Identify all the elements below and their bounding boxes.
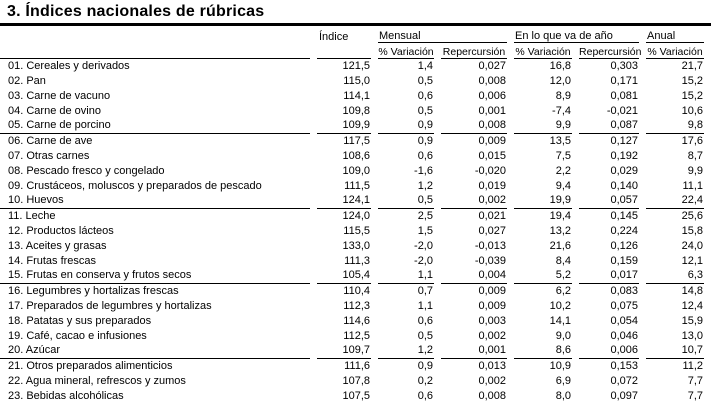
cell-anual-variacion: 15,2 [681, 75, 704, 87]
cell-ytd-variacion: 14,1 [549, 315, 572, 327]
cell-ytd-repercusion: 0,140 [610, 180, 639, 192]
subheader-indice-spacer [317, 43, 371, 59]
table-body [0, 59, 704, 404]
cell-indice: 109,9 [317, 119, 371, 134]
cell-anual-variacion: 11,1 [682, 180, 704, 192]
cell-ytd-repercusion: 0,046 [610, 330, 639, 342]
cell-ytd-variacion: 13,5 [549, 135, 572, 147]
row-label: 22. Agua mineral, refrescos y zumos [8, 375, 186, 387]
cell-mensual-variacion: 0,5 [417, 105, 433, 117]
table-row [0, 284, 704, 299]
cell-indice: 105,4 [317, 269, 371, 284]
row-label: 09. Crustáceos, moluscos y preparados de pescado [8, 180, 262, 192]
table-row [0, 239, 704, 254]
row-label: 23. Bebidas alcohólicas [8, 390, 124, 402]
cell-ytd-repercusion: 0,054 [610, 315, 639, 327]
row-label: 14. Frutas frescas [8, 255, 97, 267]
row-label: 03. Carne de vacuno [8, 90, 111, 102]
cell-ytd-variacion: 9,4 [555, 180, 572, 192]
cell-mensual-repercusion: -0,020 [474, 165, 507, 177]
cell-mensual-variacion: 0,5 [378, 194, 434, 209]
cell-indice: 111,5 [344, 180, 370, 192]
cell-anual-variacion: 10,6 [681, 105, 704, 117]
cell-mensual-variacion: -1,6 [414, 165, 433, 177]
cell-indice: 112,3 [343, 300, 370, 312]
cell-mensual-variacion: 0,5 [417, 330, 433, 342]
table-row [0, 389, 704, 404]
cell-anual-variacion: 24,0 [681, 240, 704, 252]
cell-ytd-variacion: 8,6 [514, 344, 572, 359]
cell-mensual-variacion: 0,9 [378, 119, 434, 134]
cell-mensual-repercusion: 0,008 [478, 75, 507, 87]
corner-cell [0, 26, 310, 43]
table-row [0, 104, 704, 119]
cell-mensual-repercusion: 0,015 [478, 150, 507, 162]
row-label: 13. Aceites y grasas [8, 240, 107, 252]
table-row [0, 329, 704, 344]
group-header-row [0, 26, 704, 43]
col-group-ytd: En lo que va de año [514, 26, 639, 43]
cell-mensual-repercusion: 0,027 [478, 225, 507, 237]
cell-indice: 109,7 [317, 344, 371, 359]
cell-ytd-variacion: 7,5 [555, 150, 572, 162]
cell-mensual-variacion: 0,5 [417, 75, 433, 87]
row-label: 01. Cereales y derivados [8, 60, 130, 72]
cell-ytd-repercusion: 0,072 [610, 375, 639, 387]
cell-mensual-repercusion: 0,004 [441, 269, 507, 284]
cell-mensual-repercusion: 0,001 [478, 105, 507, 117]
cell-indice: 117,5 [343, 135, 370, 147]
cell-anual-variacion: 22,4 [646, 194, 704, 209]
cell-indice: 111,6 [344, 360, 370, 372]
cell-anual-variacion: 25,6 [681, 210, 704, 222]
cell-anual-variacion: 11,2 [682, 360, 704, 372]
cell-anual-variacion: 12,4 [681, 300, 704, 312]
cell-indice: 115,0 [343, 75, 370, 87]
table-row [0, 344, 704, 359]
cell-anual-variacion: 13,0 [681, 330, 704, 342]
table-row [0, 374, 704, 389]
row-label: 02. Pan [8, 75, 46, 87]
cell-indice: 112,5 [343, 330, 370, 342]
cell-anual-variacion: 15,8 [681, 225, 704, 237]
row-label: 06. Carne de ave [8, 135, 93, 147]
cell-indice: 114,6 [343, 315, 370, 327]
table-row [0, 119, 704, 134]
cell-ytd-variacion: 21,6 [549, 240, 572, 252]
row-label: 12. Productos lácteos [8, 225, 114, 237]
cell-ytd-repercusion: 0,097 [610, 390, 639, 402]
cell-ytd-variacion: 13,2 [549, 225, 572, 237]
row-label: 17. Preparados de legumbres y hortalizas [8, 300, 212, 312]
row-label: 18. Patatas y sus preparados [8, 315, 152, 327]
cell-indice: 109,0 [342, 165, 370, 177]
cell-indice: 111,3 [344, 255, 370, 267]
cell-ytd-variacion: 6,9 [555, 375, 572, 387]
cell-ytd-repercusion: 0,192 [610, 150, 639, 162]
row-label: 10. Huevos [0, 194, 310, 209]
cell-ytd-repercusion: 0,224 [610, 225, 639, 237]
cell-ytd-variacion: -7,4 [552, 105, 572, 117]
cell-ytd-repercusion: 0,017 [579, 269, 639, 284]
cell-indice: 133,0 [342, 240, 370, 252]
cell-mensual-repercusion: 0,002 [478, 375, 507, 387]
cell-ytd-variacion: 16,8 [549, 60, 572, 72]
cell-ytd-variacion: 9,9 [514, 119, 572, 134]
table-row [0, 164, 704, 179]
cell-mensual-variacion: 0,6 [417, 390, 433, 402]
cell-mensual-variacion: -2,0 [414, 255, 433, 267]
cell-anual-variacion: 14,8 [681, 285, 704, 297]
cell-ytd-repercusion: 0,303 [610, 60, 639, 72]
cell-ytd-repercusion: 0,029 [610, 165, 639, 177]
table-row [0, 209, 704, 224]
cell-mensual-repercusion: 0,006 [478, 90, 507, 102]
cell-ytd-repercusion: -0,021 [606, 105, 639, 117]
cell-anual-variacion: 15,9 [681, 315, 704, 327]
cell-mensual-variacion: 0,6 [417, 90, 433, 102]
table-row [0, 299, 704, 314]
cell-mensual-repercusion: -0,039 [474, 255, 507, 267]
cell-anual-variacion: 7,7 [687, 375, 704, 387]
row-label: 19. Café, cacao e infusiones [8, 330, 147, 342]
cell-mensual-variacion: 1,1 [417, 300, 433, 312]
cell-ytd-repercusion: 0,087 [579, 119, 639, 134]
col-group-mensual: Mensual [378, 26, 507, 43]
cell-mensual-repercusion: 0,009 [478, 285, 507, 297]
section-title: 3. Índices nacionales de rúbricas [7, 3, 265, 20]
cell-ytd-variacion: 8,0 [555, 390, 572, 402]
table-row [0, 149, 704, 164]
cell-ytd-variacion: 5,2 [514, 269, 572, 284]
table-header [0, 26, 704, 59]
cell-mensual-variacion: 1,4 [417, 60, 433, 72]
cell-ytd-variacion: 10,9 [549, 360, 572, 372]
row-label: 07. Otras carnes [8, 150, 90, 162]
cell-ytd-variacion: 8,9 [555, 90, 572, 102]
sub-header-row [0, 43, 704, 59]
table-row [0, 359, 704, 374]
cell-anual-variacion: 17,6 [681, 135, 704, 147]
cell-ytd-repercusion: 0,171 [610, 75, 639, 87]
cell-mensual-repercusion: 0,001 [441, 344, 507, 359]
cell-mensual-repercusion: 0,009 [478, 300, 507, 312]
cell-mensual-variacion: 1,2 [378, 344, 434, 359]
cell-mensual-repercusion: 0,008 [441, 119, 507, 134]
cell-mensual-variacion: 0,7 [417, 285, 433, 297]
row-label: 16. Legumbres y hortalizas frescas [8, 285, 179, 297]
table-row [0, 89, 704, 104]
cell-mensual-repercusion: 0,019 [478, 180, 507, 192]
cell-ytd-variacion: 12,0 [549, 75, 572, 87]
cell-anual-variacion: 6,3 [646, 269, 704, 284]
cell-ytd-repercusion: 0,159 [610, 255, 639, 267]
cell-ytd-variacion: 6,2 [555, 285, 572, 297]
cell-mensual-repercusion: 0,009 [478, 135, 507, 147]
cell-ytd-repercusion: 0,057 [579, 194, 639, 209]
cell-indice: 107,8 [342, 375, 370, 387]
cell-indice: 115,5 [343, 225, 370, 237]
cell-mensual-variacion: 0,9 [417, 360, 433, 372]
row-label: 15. Frutas en conserva y frutos secos [0, 269, 310, 284]
cell-mensual-variacion: 0,9 [417, 135, 433, 147]
table-row [0, 269, 704, 284]
cell-indice: 124,1 [317, 194, 371, 209]
cell-mensual-repercusion: 0,002 [441, 194, 507, 209]
cell-mensual-repercusion: 0,021 [478, 210, 507, 222]
cell-anual-variacion: 8,7 [687, 150, 704, 162]
cell-anual-variacion: 9,8 [646, 119, 704, 134]
table-row [0, 254, 704, 269]
cell-indice: 124,0 [342, 210, 370, 222]
subheader-ytd-repercusion: Repercursión [579, 43, 639, 59]
subheader-label-spacer [0, 43, 310, 59]
cell-ytd-variacion: 19,4 [549, 210, 572, 222]
cell-anual-variacion: 21,7 [681, 60, 704, 72]
subheader-mensual-repercusion: Repercursión [441, 43, 507, 59]
table-row [0, 224, 704, 239]
cell-mensual-repercusion: -0,013 [474, 240, 507, 252]
cell-anual-variacion: 12,1 [681, 255, 704, 267]
row-label: 08. Pescado fresco y congelado [8, 165, 165, 177]
cell-mensual-variacion: 1,2 [417, 180, 433, 192]
cell-ytd-repercusion: 0,006 [579, 344, 639, 359]
cell-mensual-variacion: 1,1 [378, 269, 434, 284]
cell-ytd-repercusion: 0,126 [610, 240, 639, 252]
cell-mensual-variacion: 1,5 [417, 225, 433, 237]
cell-mensual-variacion: 0,6 [417, 150, 433, 162]
cell-mensual-repercusion: 0,002 [478, 330, 507, 342]
cell-ytd-variacion: 8,4 [555, 255, 572, 267]
table-row [0, 134, 704, 149]
cell-ytd-repercusion: 0,145 [610, 210, 639, 222]
cell-indice: 108,6 [342, 150, 370, 162]
cell-anual-variacion: 7,7 [687, 390, 704, 402]
subheader-ytd-variacion: % Variación [514, 43, 572, 59]
cell-mensual-repercusion: 0,027 [478, 60, 507, 72]
row-label: 11. Leche [8, 210, 56, 222]
row-label: 21. Otros preparados alimenticios [8, 360, 173, 372]
cell-mensual-variacion: 2,5 [417, 210, 433, 222]
row-label: 20. Azúcar [0, 344, 310, 359]
cell-mensual-repercusion: 0,003 [478, 315, 507, 327]
table-row [0, 74, 704, 89]
cell-ytd-variacion: 19,9 [514, 194, 572, 209]
cell-indice: 110,4 [343, 285, 370, 297]
cell-ytd-repercusion: 0,083 [610, 285, 639, 297]
cell-anual-variacion: 9,9 [687, 165, 704, 177]
table-row [0, 314, 704, 329]
table-row [0, 194, 704, 209]
cell-mensual-repercusion: 0,013 [478, 360, 507, 372]
cell-ytd-variacion: 9,0 [555, 330, 572, 342]
table-row [0, 179, 704, 194]
cell-ytd-repercusion: 0,127 [610, 135, 639, 147]
col-header-indice: Índice [319, 31, 349, 43]
cell-indice: 109,8 [342, 105, 370, 117]
cell-ytd-repercusion: 0,081 [610, 90, 639, 102]
cell-mensual-repercusion: 0,008 [478, 390, 507, 402]
col-group-anual: Anual [646, 26, 704, 43]
cell-ytd-variacion: 10,2 [549, 300, 572, 312]
indices-table [0, 26, 711, 404]
cell-ytd-variacion: 2,2 [555, 165, 572, 177]
cell-mensual-variacion: 0,2 [417, 375, 433, 387]
cell-mensual-variacion: -2,0 [414, 240, 433, 252]
cell-anual-variacion: 15,2 [681, 90, 704, 102]
cell-ytd-repercusion: 0,153 [610, 360, 639, 372]
subheader-anual-variacion: % Variación [646, 43, 704, 59]
cell-indice: 121,5 [342, 60, 370, 72]
cell-indice: 107,5 [342, 390, 370, 402]
cell-indice: 114,1 [343, 90, 370, 102]
cell-anual-variacion: 10,7 [646, 344, 704, 359]
row-label: 05. Carne de porcino [0, 119, 310, 134]
cell-mensual-variacion: 0,6 [417, 315, 433, 327]
cell-ytd-repercusion: 0,075 [610, 300, 639, 312]
row-label: 04. Carne de ovino [8, 105, 101, 117]
table-row [0, 59, 704, 74]
subheader-mensual-variacion: % Variación [378, 43, 434, 59]
